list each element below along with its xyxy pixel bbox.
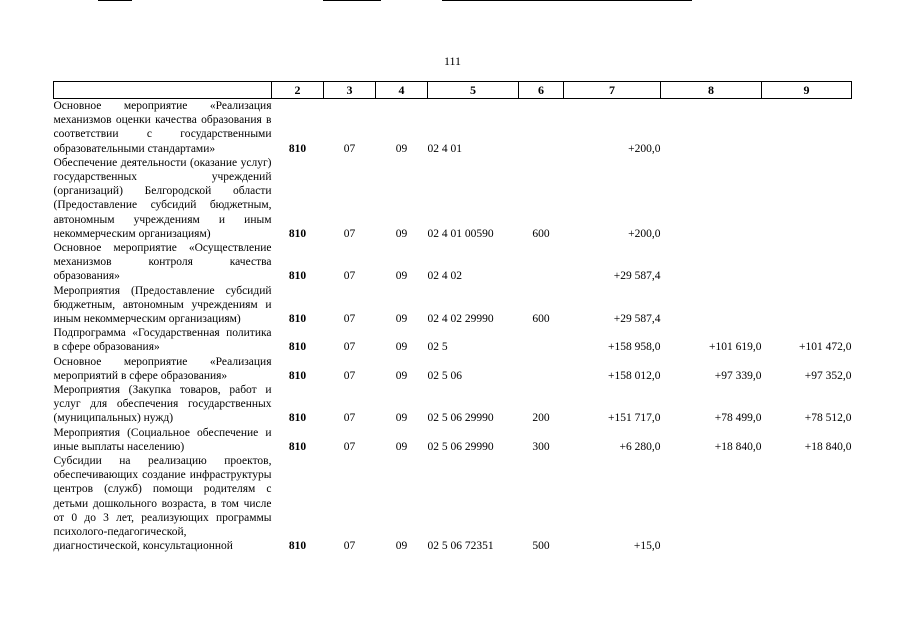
amount-col-8: +18 840,0 [714,440,762,453]
amount-col-8 [661,241,762,284]
row-description: Основное мероприятие «Реализация механизмов оценки качества образования в соответствии с государственными образовательными стандартами» [53,100,272,155]
target-article-code: 02 5 06 [427,369,462,382]
ministry-code: 810 [288,142,307,155]
row-description: Обеспечение деятельности (оказание услуг) государственных учреждений (организаций) Белгородской области (Предоставление субсидий бюджетным, автономным учреждениям и иным некоммерческим организациям) [53,156,272,240]
amount-col-7: +6 280,0 [619,440,661,453]
amount-col-9: +97 352,0 [804,369,852,382]
target-article-code: 02 5 06 72351 [427,540,494,553]
target-article-code: 02 4 01 00590 [427,227,494,240]
top-rule-left [98,0,132,1]
top-rule-mid [323,0,381,1]
header-col-1 [54,82,272,99]
header-col-5: 5 [428,82,519,99]
section-code: 07 [343,341,356,354]
amount-col-9 [762,99,852,156]
amount-col-7: +29 587,4 [613,313,661,326]
section-code: 07 [343,270,356,283]
amount-col-9 [762,284,852,327]
expense-type-code [519,326,564,354]
target-article-code: 02 5 [427,341,448,354]
target-article-code: 02 4 02 29990 [427,313,494,326]
ministry-code: 810 [288,341,307,354]
amount-col-7: +200,0 [628,227,661,240]
expense-type-code: 600 [532,313,550,326]
expense-type-code [519,99,564,156]
expense-type-code: 500 [532,540,550,553]
amount-col-9 [762,241,852,284]
expense-type-code [519,241,564,284]
row-description: Субсидии на реализацию проектов, обеспечивающих создание инфраструктуры центров (служб) помощи родителям с детьми дошкольного возраста, в том числе от 0 до 3 лет, реализующих программы психолого-педагогической, диагностической, консультационной [53,455,272,553]
section-code: 07 [343,313,356,326]
table-row [54,99,852,156]
table-row [54,284,852,327]
table-row [54,241,852,284]
amount-col-9: +18 840,0 [804,440,852,453]
expense-type-code: 300 [532,440,550,453]
subsection-code: 09 [395,142,408,155]
page-number: 111 [443,54,462,68]
section-code: 07 [343,440,356,453]
amount-col-8 [661,454,762,553]
amount-col-9 [762,156,852,241]
ministry-code: 810 [288,412,307,425]
amount-col-7: +151 717,0 [608,412,661,425]
header-col-2: 2 [272,82,324,99]
amount-col-8 [661,284,762,327]
section-code: 07 [343,369,356,382]
table-row [54,355,852,383]
section-code: 07 [343,142,356,155]
amount-col-8 [661,156,762,241]
amount-col-7: +200,0 [628,142,661,155]
section-code: 07 [343,227,356,240]
budget-table [53,81,852,554]
amount-col-9: +101 472,0 [799,341,852,354]
subsection-code: 09 [395,270,408,283]
row-description: Мероприятия (Предоставление субсидий бюджетным, автономным учреждениям и иным некоммерческим организациям) [53,284,272,326]
amount-col-9: +78 512,0 [804,412,852,425]
header-col-3: 3 [324,82,376,99]
table-row [54,156,852,241]
ministry-code: 810 [288,270,307,283]
header-col-8: 8 [661,82,762,99]
row-description: Мероприятия (Социальное обеспечение и иные выплаты населению) [53,426,272,453]
expense-type-code: 200 [532,412,550,425]
expense-type-code [519,355,564,383]
target-article-code: 02 5 06 29990 [427,440,494,453]
header-col-6: 6 [519,82,564,99]
table-row [54,454,852,553]
amount-col-7: +158 958,0 [608,341,661,354]
amount-col-9 [762,454,852,553]
table-row [54,383,852,426]
amount-col-8 [661,99,762,156]
expense-type-code: 600 [532,227,550,240]
row-description: Мероприятия (Закупка товаров, работ и услуг для обеспечения государственных (муниципальных) нужд) [53,384,272,425]
amount-col-8: +101 619,0 [709,341,762,354]
amount-col-8: +97 339,0 [714,369,762,382]
subsection-code: 09 [395,540,408,553]
subsection-code: 09 [395,412,408,425]
amount-col-8: +78 499,0 [714,412,762,425]
table-row [54,426,852,454]
amount-col-7: +158 012,0 [608,369,661,382]
ministry-code: 810 [288,369,307,382]
ministry-code: 810 [288,313,307,326]
target-article-code: 02 4 01 [427,142,462,155]
top-rule-right [442,0,692,1]
subsection-code: 09 [395,369,408,382]
row-description: Основное мероприятие «Осуществление механизмов контроля качества образования» [53,242,272,283]
header-col-4: 4 [376,82,428,99]
ministry-code: 810 [288,540,307,553]
section-code: 07 [343,540,356,553]
target-article-code: 02 4 02 [427,270,462,283]
header-col-7: 7 [564,82,661,99]
table-row [54,326,852,354]
ministry-code: 810 [288,440,307,453]
ministry-code: 810 [288,227,307,240]
subsection-code: 09 [395,313,408,326]
header-row [54,82,852,99]
amount-col-7: +29 587,4 [613,270,661,283]
row-description: Основное мероприятие «Реализация мероприятий в сфере образования» [53,355,272,382]
subsection-code: 09 [395,440,408,453]
subsection-code: 09 [395,227,408,240]
section-code: 07 [343,412,356,425]
row-description: Подпрограмма «Государственная политика в сфере образования» [53,327,272,354]
amount-col-7: +15,0 [633,540,661,553]
target-article-code: 02 5 06 29990 [427,412,494,425]
subsection-code: 09 [395,341,408,354]
header-col-9: 9 [762,82,852,99]
